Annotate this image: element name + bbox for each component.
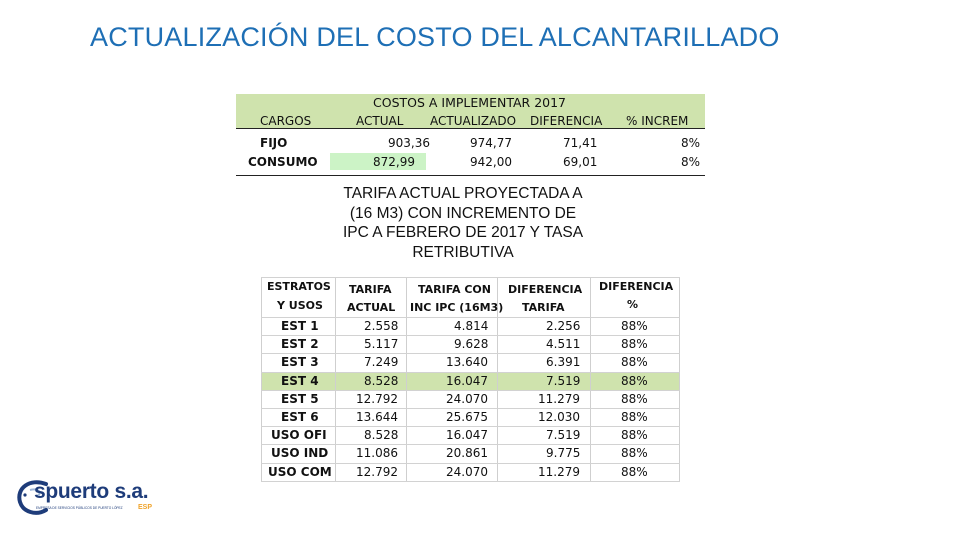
column-separator xyxy=(261,277,262,482)
caption-line: IPC A FEBRERO DE 2017 Y TASA xyxy=(342,224,584,241)
row-separator xyxy=(261,277,680,278)
slide-title: ACTUALIZACIÓN DEL COSTO DEL ALCANTARILLADO xyxy=(90,22,780,52)
col-header-tarifa-2: ACTUAL xyxy=(347,301,396,314)
cell-value: 7.249 xyxy=(364,355,399,369)
row-label: CONSUMO xyxy=(248,155,318,169)
row-label: USO IND xyxy=(271,446,329,460)
caption xyxy=(300,184,626,262)
row-label: USO COM xyxy=(268,465,332,479)
caption-line: TARIFA ACTUAL PROYECTADA A xyxy=(343,185,583,202)
row-label: USO OFI xyxy=(271,428,327,442)
cell-value: 872,99 xyxy=(373,155,415,169)
cell-value: 88% xyxy=(621,465,648,479)
col-header-actualizado: ACTUALIZADO xyxy=(430,114,517,128)
column-separator xyxy=(679,277,680,482)
cell-value: 88% xyxy=(621,355,648,369)
row-separator xyxy=(261,408,680,409)
cell-value: 88% xyxy=(621,374,648,388)
cell-value: 16.047 xyxy=(446,374,488,388)
logo-esp: ESP xyxy=(138,504,153,511)
cell-value: 8% xyxy=(681,136,701,150)
cell-value: 11.279 xyxy=(538,465,580,479)
cell-value: 12.792 xyxy=(356,392,398,406)
row-label: EST 1 xyxy=(281,319,319,333)
cell-value: 71,41 xyxy=(563,136,598,150)
cell-value: 20.861 xyxy=(446,446,488,460)
row-label: EST 6 xyxy=(281,410,319,424)
col-header-tarifa-con: TARIFA CON xyxy=(418,283,491,296)
cell-value: 88% xyxy=(621,410,648,424)
cell-value: 88% xyxy=(621,337,648,351)
column-separator xyxy=(590,277,591,482)
logo-tagline: EMPRESA DE SERVICIOS PÚBLICOS DE PUERTO LÓPEZ xyxy=(36,506,123,510)
cell-value: 11.279 xyxy=(538,392,580,406)
col-header-tarifa: TARIFA xyxy=(349,283,392,296)
row-separator xyxy=(261,481,680,482)
cell-value: 4.814 xyxy=(454,319,489,333)
column-separator xyxy=(406,277,407,482)
cell-value: 8% xyxy=(681,155,701,169)
cell-value: 7.519 xyxy=(546,374,581,388)
cell-value: 88% xyxy=(621,446,648,460)
cell-value: 69,01 xyxy=(563,155,598,169)
cell-value: 8.528 xyxy=(364,374,399,388)
cell-value: 8.528 xyxy=(364,428,399,442)
row-label: EST 3 xyxy=(281,355,319,369)
bottom-rule xyxy=(236,175,705,176)
cell-value: 7.519 xyxy=(546,428,581,442)
cell-value: 2.256 xyxy=(546,319,581,333)
cell-value: 16.047 xyxy=(446,428,488,442)
tariffs-table xyxy=(261,277,680,482)
cell-value: 9.628 xyxy=(454,337,489,351)
cell-value: 6.391 xyxy=(546,355,581,369)
cell-value: 942,00 xyxy=(470,155,512,169)
cell-value: 903,36 xyxy=(388,136,430,150)
row-separator xyxy=(261,390,680,391)
col-header-estratos: ESTRATOS xyxy=(267,280,331,293)
row-label: EST 5 xyxy=(281,392,319,406)
cell-value: 13.640 xyxy=(446,355,488,369)
col-header-diferencia-pct-2: % xyxy=(627,298,639,311)
costs-table xyxy=(236,94,705,176)
cell-value: 12.792 xyxy=(356,465,398,479)
row-label: EST 2 xyxy=(281,337,319,351)
cell-value: 88% xyxy=(621,428,648,442)
cell-value: 88% xyxy=(621,392,648,406)
header-rule xyxy=(236,128,705,129)
cell-value: 11.086 xyxy=(356,446,398,460)
cell-value: 2.558 xyxy=(364,319,399,333)
cell-value: 4.511 xyxy=(546,337,581,351)
column-separator xyxy=(335,277,336,482)
row-separator xyxy=(261,317,680,318)
company-logo xyxy=(16,476,166,520)
row-separator xyxy=(261,426,680,427)
cell-value: 24.070 xyxy=(446,465,488,479)
cell-value: 25.675 xyxy=(446,410,488,424)
caption-line: (16 M3) CON INCREMENTO DE xyxy=(349,204,577,222)
cell-value: 12.030 xyxy=(538,410,580,424)
row-label: FIJO xyxy=(260,136,288,150)
cell-value: 88% xyxy=(621,319,648,333)
row-separator xyxy=(261,444,680,445)
row-separator xyxy=(261,463,680,464)
cell-value: 24.070 xyxy=(446,392,488,406)
row-separator xyxy=(261,372,680,373)
col-header-increm: % INCREM xyxy=(626,114,689,128)
col-header-tarifa-con-2: INC IPC (16M3) xyxy=(410,301,504,314)
row-separator xyxy=(261,335,680,336)
cell-value: 13.644 xyxy=(356,410,398,424)
col-header-diferencia: DIFERENCIA xyxy=(530,114,603,128)
row-separator xyxy=(261,353,680,354)
cell-value: 974,77 xyxy=(470,136,512,150)
col-header-diferencia-2: TARIFA xyxy=(522,301,565,314)
row-label: EST 4 xyxy=(281,374,319,388)
col-header-estratos-2: Y USOS xyxy=(277,299,323,312)
caption-line: RETRIBUTIVA xyxy=(412,243,514,261)
cell-value: 5.117 xyxy=(364,337,399,351)
col-header-diferencia-pct: DIFERENCIA xyxy=(599,280,674,293)
col-header-cargos: CARGOS xyxy=(260,114,312,128)
logo-name: spuerto s.a. xyxy=(34,480,149,503)
col-header-diferencia: DIFERENCIA xyxy=(508,283,583,296)
col-header-actual: ACTUAL xyxy=(356,114,404,128)
group-header: COSTOS A IMPLEMENTAR 2017 xyxy=(373,95,566,110)
cell-value: 9.775 xyxy=(546,446,581,460)
